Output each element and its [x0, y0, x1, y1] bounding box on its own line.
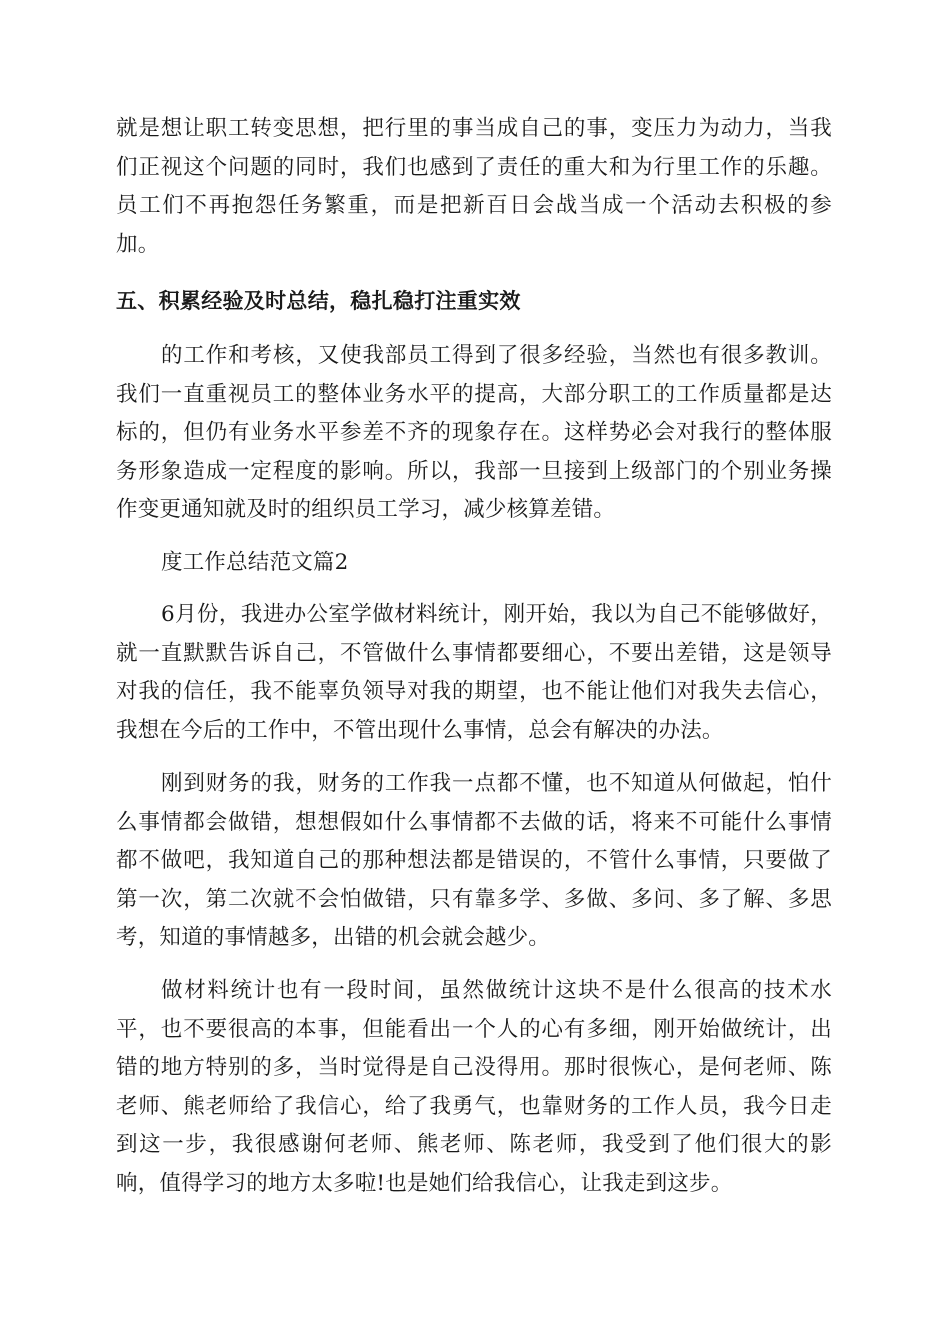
paragraph-4: 刚到财务的我，财务的工作我一点都不懂，也不知道从何做起，怕什么事情都会做错，想想假如什么事情都不去做的话，将来不可能什么事情都不做吧，我知道自己的那种想法都是错误的，不管什么事情，只要做了第一次，第二次就不会怕做错，只有靠多学、多做、多问、多了解、多思考，知道的事情越多，出错的机会就会越少。: [116, 771, 832, 950]
paragraph-3: 6月份，我进办公室学做材料统计，刚开始，我以为自己不能够做好，就一直默默告诉自己，不管做什么事情都要细心，不要出差错，这是领导对我的信任，我不能辜负领导对我的期望，也不能让他们对我失去信心，我想在今后的工作中，不管出现什么事情，总会有解决的办法。: [116, 602, 832, 743]
paragraph-1: 就是想让职工转变思想，把行里的事当成自己的事，变压力为动力，当我们正视这个问题的同时，我们也感到了责任的重大和为行里工作的乐趣。员工们不再抱怨任务繁重，而是把新百日会战当成一个活动去积极的参加。: [116, 116, 832, 257]
paragraph-5: 做材料统计也有一段时间，虽然做统计这块不是什么很高的技术水平，也不要很高的本事，但能看出一个人的心有多细，刚开始做统计，出错的地方特别的多，当时觉得是自己没得用。那时很恢心，是何老师、陈老师、熊老师给了我信心，给了我勇气，也靠财务的工作人员，我今日走到这一步，我很感谢何老师、熊老师、陈老师，我受到了他们很大的影响，值得学习的地方太多啦!也是她们给我信心，让我走到这步。: [116, 978, 832, 1196]
section-title: 度工作总结范文篇2: [161, 550, 349, 575]
section-heading-5: 五、积累经验及时总结，稳扎稳打注重实效: [116, 289, 521, 313]
paragraph-2: 的工作和考核，又使我部员工得到了很多经验，当然也有很多教训。我们一直重视员工的整体业务水平的提高，大部分职工的工作质量都是达标的，但仍有业务水平参差不齐的现象存在。这样势必会对我行的整体服务形象造成一定程度的影响。所以，我部一旦接到上级部门的个别业务操作变更通知就及时的组织员工学习，减少核算差错。: [116, 343, 832, 522]
